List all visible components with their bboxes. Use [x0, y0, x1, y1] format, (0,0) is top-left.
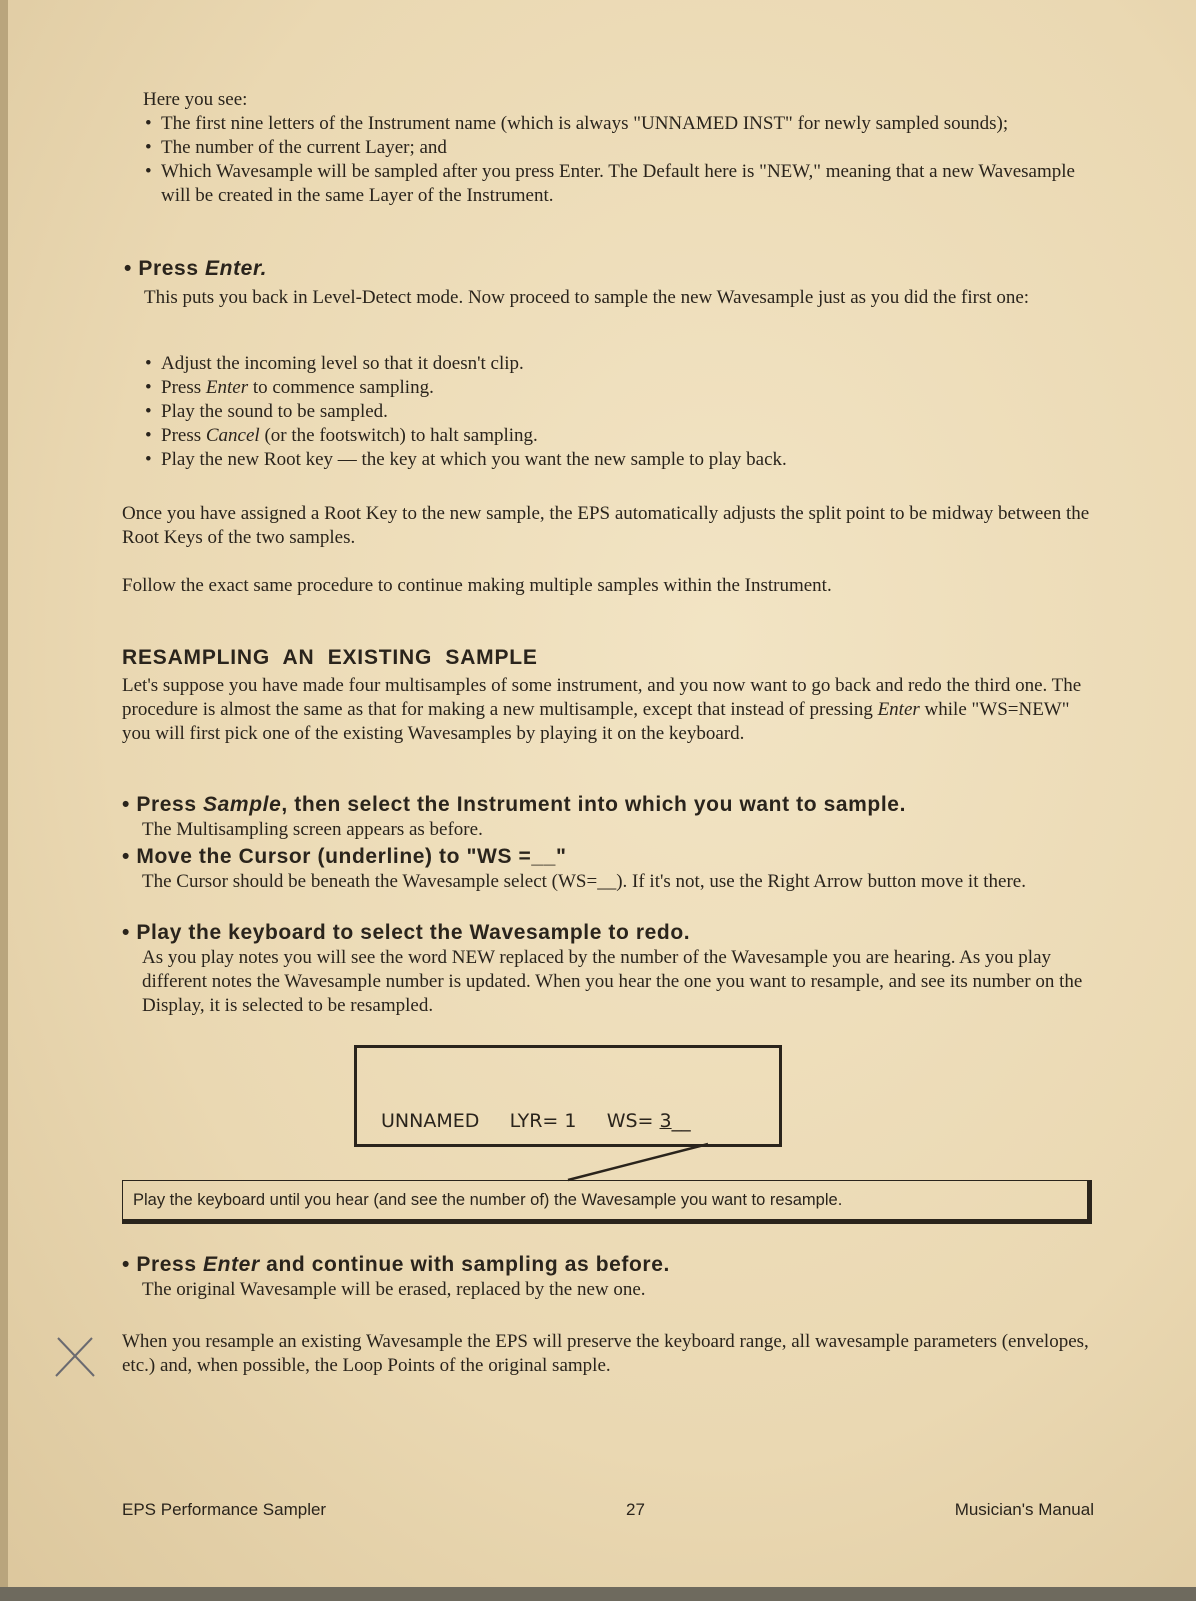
resampling-item — [122, 792, 1094, 842]
enter-key-label: Enter — [203, 1253, 260, 1276]
step-body: The original Wavesample will be erased, replaced by the new one. — [142, 1279, 646, 1300]
resampling-intro: Let's suppose you have made four multisamples of some instrument, and you now want to go back and redo the third one. The procedure is almost the same as that for making a new multisample, except that instead of pressing Enter while "WS=NEW" you will first pick one of the existing Wavesamples by playing it on the keyboard. — [122, 675, 1082, 744]
sampling-step: • Play the sound to be sampled. — [143, 400, 1093, 424]
display-caption: Play the keyboard until you hear (and see the number of) the Wavesample you want to resample. — [122, 1180, 1092, 1224]
margin-x-mark-icon — [52, 1334, 98, 1380]
page-bottom-edge — [0, 1587, 1196, 1601]
sampling-step-list — [143, 352, 1093, 472]
display-instrument-name: UNNAMED — [381, 1110, 480, 1132]
sampling-step: • Press Cancel (or the footswitch) to halt sampling. — [143, 424, 1093, 448]
step-heading: • Press Sample, then select the Instrument into which you want to sample. — [122, 793, 906, 816]
display-ws-trail: __ — [671, 1110, 691, 1132]
display-readout — [381, 1110, 691, 1132]
root-key-paragraph: Once you have assigned a Root Key to the new sample, the EPS automatically adjusts the split point to be midway between the Root Keys of the two samples. — [122, 503, 1090, 548]
intro-bullet: • The number of the current Layer; and — [143, 136, 1093, 160]
intro-bullet: • The first nine letters of the Instrument name (which is always "UNNAMED INST" for newly sampled sounds); — [143, 112, 1093, 136]
footer-title: EPS Performance Sampler — [122, 1500, 327, 1519]
resampling-item — [122, 844, 1094, 894]
intro-section — [143, 88, 1093, 208]
sample-key-label: Sample — [203, 793, 282, 816]
continue-section — [122, 1252, 1094, 1302]
note-paragraph: When you resample an existing Wavesample the EPS will preserve the keyboard range, all wavesample parameters (envelopes, etc.) and, when possible, the Loop Points of the original sample. — [122, 1331, 1089, 1376]
step-body: The Multisampling screen appears as before. — [142, 819, 483, 840]
follow-paragraph: Follow the exact same procedure to continue making multiple samples within the Instrument. — [122, 575, 832, 596]
bullet: • — [124, 257, 132, 280]
step-heading-prefix: Press — [138, 257, 206, 280]
display-ws-value: 3 — [659, 1110, 672, 1132]
section-heading: RESAMPLING AN EXISTING SAMPLE — [122, 646, 538, 669]
intro-lead: Here you see: — [143, 89, 248, 110]
step-heading — [124, 256, 1094, 282]
enter-key-label: Enter. — [205, 257, 268, 280]
step-body: As you play notes you will see the word NEW replaced by the number of the Wavesample you are hearing. As you play different notes the Wavesample number is updated. When you hear the one you want to resample, and see its number on the Display, it is selected to be resampled. — [142, 947, 1083, 1016]
step-heading: • Press Enter and continue with sampling as before. — [122, 1253, 670, 1276]
page-binding-edge — [0, 0, 8, 1601]
intro-bullet: • Which Wavesample will be sampled after you press Enter. The Default here is "NEW," meaning that a new Wavesample will be created in the same Layer of the Instrument. — [143, 160, 1093, 208]
step-body: This puts you back in Level-Detect mode. Now proceed to sample the new Wavesample just as you did the first one: — [144, 287, 1030, 308]
footer-manual: Musician's Manual — [954, 1500, 1094, 1519]
press-enter-section — [124, 256, 1094, 310]
sampling-steps — [143, 352, 1093, 472]
display-layer: LYR= 1 — [509, 1110, 577, 1132]
display-screen — [354, 1045, 782, 1147]
intro-bullet-list — [143, 112, 1093, 208]
step-heading: • Move the Cursor (underline) to "WS =__" — [122, 845, 567, 868]
sampling-step: • Press Enter to commence sampling. — [143, 376, 1093, 400]
display-ws-label: WS= — [606, 1110, 654, 1132]
resampling-item — [122, 920, 1094, 1018]
step-body: The Cursor should be beneath the Wavesample select (WS=__). If it's not, use the Right Arrow button move it there. — [142, 871, 1026, 892]
page-number: 27 — [626, 1500, 645, 1519]
display-pointer-line — [560, 1140, 720, 1184]
step-heading: • Play the keyboard to select the Wavesample to redo. — [122, 921, 691, 944]
sampling-step: • Adjust the incoming level so that it doesn't clip. — [143, 352, 1093, 376]
sampling-step: • Play the new Root key — the key at which you want the new sample to play back. — [143, 448, 1093, 472]
